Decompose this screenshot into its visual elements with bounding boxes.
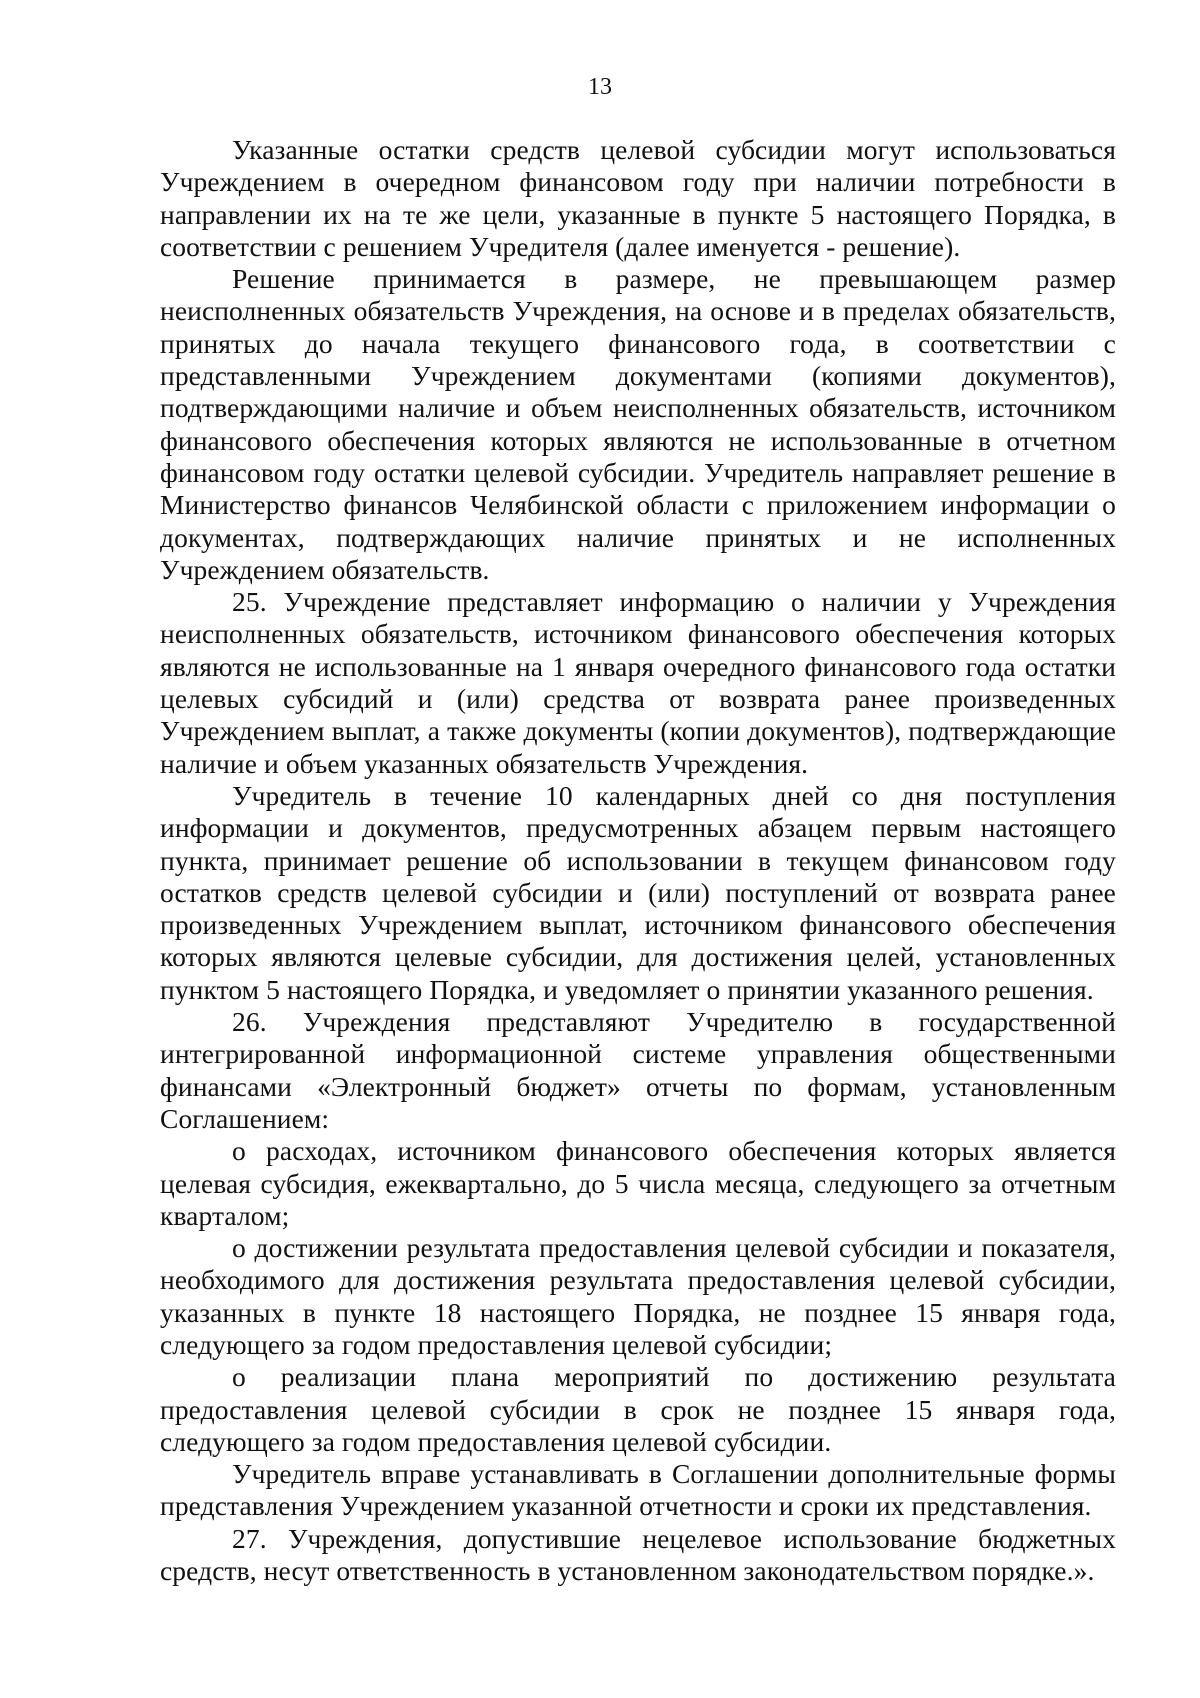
paragraph-plan-report: о реализации плана мероприятий по достижению результата предоставления целевой субсидии в срок не позднее 15 января года, следующего за годом предоставления целевой субсидии.	[160, 1361, 1116, 1457]
paragraph-founder-decision: Учредитель в течение 10 календарных дней со дня поступления информации и документов, предусмотренных абзацем первым настоящего пункта, принимает решение об использовании в текущем финансовом году остатков средств целевой субсидии и (или) поступлений от возврата ранее произведенных Учреждением выплат, источником финансового обеспечения которых являются целевые субсидии, для достижения целей, установленных пунктом 5 настоящего Порядка, и уведомляет о принятии указанного решения.	[160, 779, 1116, 1005]
paragraph-item-26: 26. Учреждения представляют Учредителю в государственной интегрированной информационной системе управления общественными финансами «Электронный бюджет» отчеты по формам, установленным Соглашением:	[160, 1006, 1116, 1134]
paragraph-item-25: 25. Учреждение представляет информацию о наличии у Учреждения неисполненных обязательств, источником финансового обеспечения которых являются не использованные на 1 января очередного финансового года остатки целевых субсидий и (или) средства от возврата ранее произведенных Учреждением выплат, а также документы (копии документов), подтверждающие наличие и объем указанных обязательств Учреждения.	[160, 586, 1116, 779]
document-body	[160, 134, 1116, 1587]
paragraph-remaining-funds: Указанные остатки средств целевой субсидии могут использоваться Учреждением в очередном финансовом году при наличии потребности в направлении их на те же цели, указанные в пункте 5 настоящего Порядка, в соответствии с решением Учредителя (далее именуется - решение).	[160, 134, 1116, 262]
paragraph-additional-forms: Учредитель вправе устанавливать в Соглашении дополнительные формы представления Учреждением указанной отчетности и сроки их представления.	[160, 1458, 1116, 1522]
paragraph-result-report: о достижении результата предоставления целевой субсидии и показателя, необходимого для достижения результата предоставления целевой субсидии, указанных в пункте 18 настоящего Порядка, не позднее 15 января года, следующего за годом предоставления целевой субсидии;	[160, 1232, 1116, 1360]
paragraph-decision: Решение принимается в размере, не превышающем размер неисполненных обязательств Учреждения, на основе и в пределах обязательств, принятых до начала текущего финансового года, в соответствии с представленными Учреждением документами (копиями документов), подтверждающими наличие и объем неисполненных обязательств, источником финансового обеспечения которых являются не использованные в отчетном финансовом году остатки целевой субсидии. Учредитель направляет решение в Министерство финансов Челябинской области с приложением информации о документах, подтверждающих наличие принятых и не исполненных Учреждением обязательств.	[160, 263, 1116, 585]
paragraph-expense-report: о расходах, источником финансового обеспечения которых является целевая субсидия, ежеквартально, до 5 числа месяца, следующего за отчетным кварталом;	[160, 1135, 1116, 1231]
paragraph-item-27: 27. Учреждения, допустившие нецелевое использование бюджетных средств, несут ответственность в установленном законодательством порядке.».	[160, 1522, 1116, 1587]
page-number: 13	[588, 74, 612, 100]
